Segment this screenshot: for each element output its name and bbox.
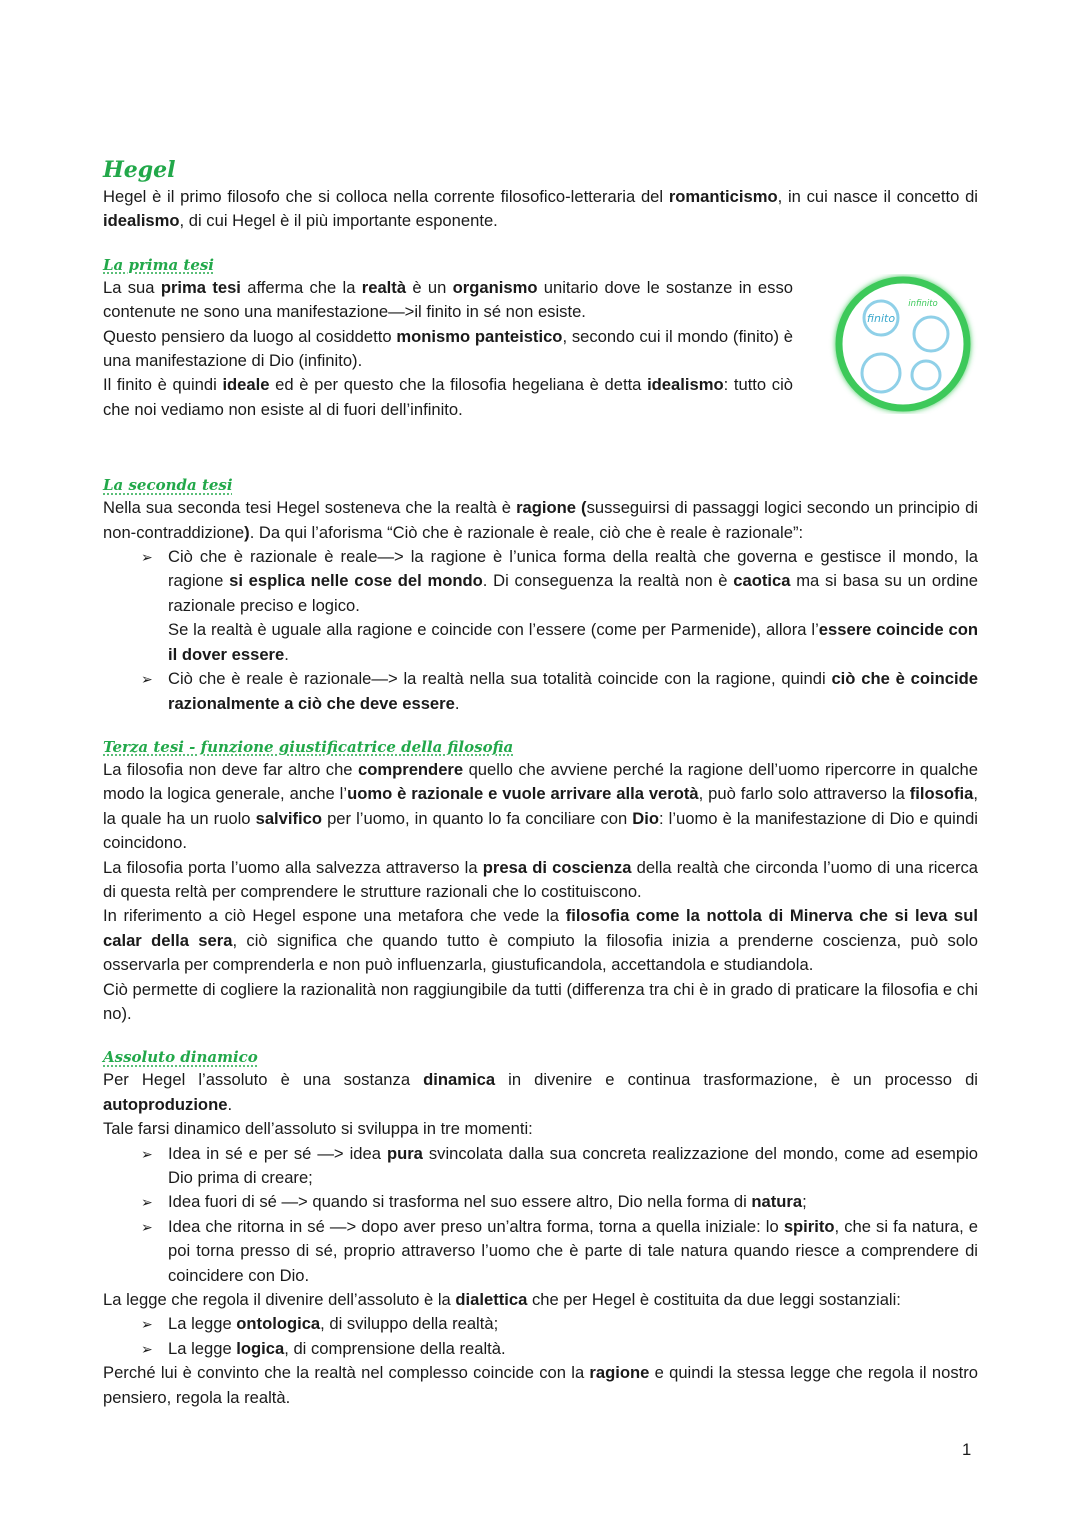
bullet-list <box>103 545 978 618</box>
paragraph: In riferimento a ciò Hegel espone una metafora che vede la filosofia come la nottola di Minerva che si leva sul calar della sera, ciò significa che quando tutto è compiuto la filosofia inizia a prenderne coscienza, può solo osservarla per comprenderla e non può influenzarla, giustuficandola, accettandola e studiandola. <box>103 906 978 975</box>
paragraph: La filosofia porta l’uomo alla salvezza attraverso la presa di coscienza della realtà che circonda l’uomo di una ricerca di questa reltà per comprendere le strutture razionali che lo costituiscono. <box>103 857 978 901</box>
section-prima-tesi <box>103 254 978 422</box>
section-assoluto-dinamico <box>103 1046 978 1410</box>
paragraph: Ciò permette di cogliere la razionalità non raggiungibile da tutti (differenza tra chi è in grado di praticare la filosofia e chi no). <box>103 979 978 1023</box>
list-item: ➢ La legge ontologica, di sviluppo della realtà; <box>141 1312 978 1336</box>
moments-list <box>103 1142 978 1288</box>
document-page <box>103 155 978 1410</box>
list-item: ➢ Ciò che è reale è razionale—> la realtà nella sua totalità coincide con la ragione, quindi ciò che è coincide razionalmente a ciò che deve essere. <box>141 669 978 713</box>
page-number: 1 <box>962 1440 972 1459</box>
list-item: ➢ Ciò che è razionale è reale—> la ragione è l’unica forma della realtà che governa e gestisce il mondo, la ragione si esplica nelle cose del mondo. Di conseguenza la realtà non è caotica ma si basa su un ordine razionale preciso e logico. <box>141 547 978 615</box>
diagram-label-finite: finito <box>866 311 896 325</box>
list-item: ➢ Idea che ritorna in sé —> dopo aver preso un’altra forma, torna a quella iniziale: lo spirito, che si fa natura, e poi torna presso di sé, proprio attraverso l’uomo che è parte di tale natura quando riesce a comprendere di coincidere con Dio. <box>141 1216 978 1285</box>
paragraph: Questo pensiero da luogo al cosiddetto monismo panteistico, secondo cui il mondo (finito) è una manifestazione di Dio (infinito). <box>103 326 794 371</box>
paragraph: Nella sua seconda tesi Hegel sosteneva che la realtà è ragione (susseguirsi di passaggi logici secondo un principio di non-contraddizione). Da qui l’aforisma “Ciò che è razionale è reale, ciò che è reale è razionale”: <box>103 498 978 542</box>
paragraph: Se la realtà è uguale alla ragione e coincide con l’essere (come per Parmenide), allora l’essere coincide con il dover essere. <box>168 620 978 664</box>
arrow-bullet-icon: ➢ <box>141 1145 153 1162</box>
arrow-bullet-icon: ➢ <box>141 1194 153 1211</box>
paragraph: Perché lui è convinto che la realtà nel complesso coincide con la ragione e quindi la stessa legge che regola il nostro pensiero, regola la realtà. <box>103 1363 978 1407</box>
laws-list <box>103 1312 978 1361</box>
intro-paragraph: Hegel è il primo filosofo che si colloca nella corrente filosofico-letteraria del romanticismo, in cui nasce il concetto di idealismo, di cui Hegel è il più importante esponente. <box>103 187 978 231</box>
arrow-bullet-icon: ➢ <box>141 671 153 688</box>
section-title: Assoluto dinamico <box>103 1048 258 1067</box>
section-title: La seconda tesi <box>103 476 233 495</box>
paragraph: La sua prima tesi afferma che la realtà è un organismo unitario dove le sostanze in esso contenute ne sono una manifestazione—>il finito in sé non esiste. <box>103 277 793 322</box>
paragraph: Tale farsi dinamico dell’assoluto si sviluppa in tre momenti: <box>103 1119 533 1139</box>
paragraph: La filosofia non deve far altro che comprendere quello che avviene perché la ragione dell’uomo ripercorre in qualche modo la logica generale, anche l’uomo è razionale e vuole arrivare alla verotà, può farlo solo attraverso la filosofia, la quale ha un ruolo salvifico per l’uomo, in quanto lo fa conciliare con Dio: l’uomo è la manifestazione di Dio e quindi coincidono. <box>103 759 978 853</box>
arrow-bullet-icon: ➢ <box>141 549 153 566</box>
list-item: ➢ Idea in sé e per sé —> idea pura svincolata dalla sua concreta realizzazione del mondo, come ad esempio Dio prima di creare; <box>141 1143 978 1187</box>
infinite-outer-circle <box>839 280 967 408</box>
section-terza-tesi <box>103 736 978 1026</box>
arrow-bullet-icon: ➢ <box>141 1218 153 1235</box>
section-seconda-tesi <box>103 474 978 716</box>
list-item: ➢ La legge logica, di comprensione della realtà. <box>141 1337 978 1361</box>
section-title: Terza tesi - funzione giustificatrice della filosofia <box>103 737 514 756</box>
paragraph: La legge che regola il divenire dell’assoluto è la dialettica che per Hegel è costituita da due leggi sostanziali: <box>103 1290 901 1310</box>
paragraph: Il finito è quindi ideale ed è per questo che la filosofia hegeliana è detta idealismo: tutto ciò che noi vediamo non esiste al di fuori dell’infinito. <box>103 375 793 419</box>
arrow-bullet-icon: ➢ <box>141 1316 153 1333</box>
section-title: La prima tesi <box>103 255 215 274</box>
diagram-label-infinite: infinito <box>908 298 938 309</box>
finite-infinite-diagram <box>825 274 981 414</box>
document-title: Hegel <box>103 157 176 183</box>
bullet-list <box>103 667 978 716</box>
list-item: ➢ Idea fuori di sé —> quando si trasforma nel suo essere altro, Dio nella forma di natura; <box>141 1190 978 1214</box>
arrow-bullet-icon: ➢ <box>141 1340 153 1357</box>
paragraph: Per Hegel l’assoluto è una sostanza dinamica in divenire e continua trasformazione, è un processo di autoproduzione. <box>103 1070 978 1114</box>
